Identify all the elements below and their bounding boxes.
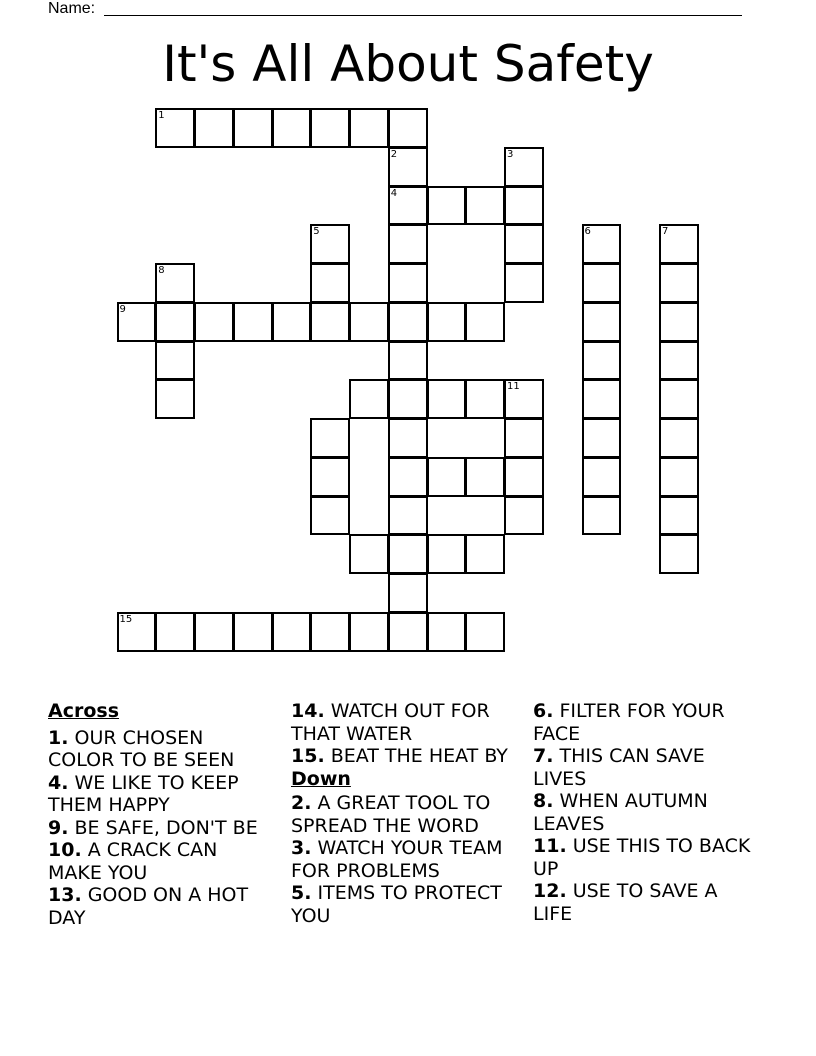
clue-item — [291, 882, 516, 927]
grid-cell[interactable] — [465, 612, 505, 652]
clue-item — [48, 884, 273, 929]
grid-cell[interactable] — [155, 379, 195, 419]
grid-cell[interactable] — [504, 418, 544, 458]
clue-number: 4 — [390, 187, 398, 199]
grid-cell[interactable] — [659, 263, 699, 303]
clue-number: 11 — [507, 381, 520, 393]
clue-item — [533, 790, 758, 835]
grid-cell[interactable] — [194, 302, 234, 342]
clue-item — [533, 835, 758, 880]
clue-text: USE THIS TO BACK UP — [533, 835, 751, 880]
grid-cell[interactable] — [233, 612, 273, 652]
clue-item — [48, 772, 273, 817]
grid-cell[interactable] — [155, 341, 195, 381]
clue-text: A GREAT TOOL TO SPREAD THE WORD — [291, 792, 491, 837]
clue-number: 5 — [313, 226, 320, 238]
grid-cell[interactable] — [659, 302, 699, 342]
grid-cell[interactable] — [349, 534, 389, 574]
clue-text: WATCH OUT FOR THAT WATER — [291, 700, 490, 745]
clue-text: OUR CHOSEN COLOR TO BE SEEN — [48, 726, 235, 771]
clue-text: WATCH YOUR TEAM FOR PROBLEMS — [291, 837, 503, 882]
grid-cell[interactable] — [194, 108, 234, 148]
grid-cell[interactable] — [659, 224, 699, 264]
down-heading: Down — [291, 767, 351, 790]
grid-cell[interactable] — [504, 224, 544, 264]
clue-number: 6 — [584, 226, 591, 238]
clue-column-3 — [533, 700, 758, 925]
clue-item — [533, 880, 758, 925]
clue-text: BEAT THE HEAT BY — [324, 745, 508, 767]
grid-cell[interactable] — [465, 186, 505, 226]
grid-cell[interactable] — [465, 457, 505, 497]
grid-cell[interactable] — [349, 612, 389, 652]
grid-cell[interactable] — [504, 496, 544, 536]
grid-cell[interactable] — [310, 263, 350, 303]
grid-cell[interactable] — [582, 263, 622, 303]
grid-cell[interactable] — [155, 302, 195, 342]
clue-text: ITEMS TO PROTECT YOU — [291, 882, 502, 927]
grid-cell[interactable] — [504, 263, 544, 303]
grid-cell[interactable] — [310, 457, 350, 497]
clue-text: THIS CAN SAVE LIVES — [533, 745, 705, 790]
grid-cell[interactable] — [155, 108, 195, 148]
grid-cell[interactable] — [388, 263, 428, 303]
grid-cell[interactable] — [388, 418, 428, 458]
clue-number: 15 — [119, 613, 133, 625]
grid-cell[interactable] — [465, 302, 505, 342]
grid-cell[interactable] — [117, 612, 157, 652]
grid-cell[interactable] — [659, 457, 699, 497]
clue-column-2 — [291, 700, 516, 927]
clue-item — [291, 837, 516, 882]
grid-cell[interactable] — [427, 379, 467, 419]
grid-cell[interactable] — [349, 108, 389, 148]
grid-cell[interactable] — [310, 224, 350, 264]
grid-cell[interactable] — [427, 302, 467, 342]
clue-number-label: 6. — [533, 700, 554, 722]
clue-text: WHEN AUTUMN LEAVES — [533, 790, 708, 835]
grid-cell[interactable] — [582, 379, 622, 419]
grid-cell[interactable] — [310, 108, 350, 148]
grid-cell[interactable] — [310, 612, 350, 652]
clue-item — [291, 745, 516, 768]
clue-item — [48, 727, 273, 772]
clue-number: 1 — [158, 110, 165, 121]
clue-number-label: 4. — [48, 771, 69, 794]
clue-number-label: 3. — [291, 837, 312, 859]
across-heading: Across — [48, 700, 120, 722]
clue-number-label: 1. — [48, 726, 69, 749]
grid-cell[interactable] — [659, 534, 699, 574]
clue-number-label: 2. — [291, 792, 312, 814]
grid-cell[interactable] — [582, 341, 622, 381]
clue-number: 3 — [507, 148, 514, 160]
grid-cell[interactable] — [582, 224, 622, 264]
grid-cell[interactable] — [388, 108, 428, 148]
grid-cell[interactable] — [582, 457, 622, 497]
grid-cell[interactable] — [155, 612, 195, 652]
grid-cell[interactable] — [349, 302, 389, 342]
grid-cell[interactable] — [272, 302, 312, 342]
grid-cell[interactable] — [272, 612, 312, 652]
grid-cell[interactable] — [427, 186, 467, 226]
grid-cell[interactable] — [465, 379, 505, 419]
grid-cell[interactable] — [388, 147, 428, 187]
grid-cell[interactable] — [388, 224, 428, 264]
clue-text: FILTER FOR YOUR FACE — [533, 700, 725, 745]
page-title: It's All About Safety — [162, 35, 654, 93]
clue-number: 7 — [662, 226, 669, 238]
grid-cell[interactable] — [388, 379, 428, 419]
grid-cell[interactable] — [427, 457, 467, 497]
grid-cell[interactable] — [388, 341, 428, 381]
grid-cell[interactable] — [504, 147, 544, 187]
grid-cell[interactable] — [388, 612, 428, 652]
clue-number: 9 — [119, 303, 126, 315]
clue-number-label: 12. — [533, 880, 567, 902]
grid-cell[interactable] — [310, 496, 350, 536]
grid-cell[interactable] — [659, 418, 699, 458]
grid-cell[interactable] — [310, 302, 350, 342]
clue-number-label: 5. — [291, 882, 312, 904]
grid-cell[interactable] — [504, 457, 544, 497]
grid-cell[interactable] — [388, 496, 428, 536]
clue-number-label: 7. — [533, 745, 554, 767]
clue-number-label: 13. — [48, 884, 82, 906]
grid-cell[interactable] — [504, 186, 544, 226]
clue-item — [48, 817, 273, 840]
grid-cell[interactable] — [155, 263, 195, 303]
clue-number: 8 — [158, 265, 165, 276]
clue-number-label: 14. — [291, 700, 325, 722]
clue-column-1 — [48, 700, 273, 929]
grid-cell[interactable] — [582, 418, 622, 458]
clue-text: USE TO SAVE A LIFE — [533, 880, 718, 925]
grid-cell[interactable] — [310, 418, 350, 458]
grid-cell[interactable] — [504, 379, 544, 419]
grid-cell[interactable] — [117, 302, 157, 342]
name-label: Name: — [48, 0, 96, 17]
grid-cell[interactable] — [388, 302, 428, 342]
grid-cell[interactable] — [427, 534, 467, 574]
grid-cell[interactable] — [349, 379, 389, 419]
grid-cell[interactable] — [659, 496, 699, 536]
clue-item — [291, 700, 516, 745]
grid-cell[interactable] — [194, 612, 234, 652]
clue-number-label: 11. — [533, 835, 567, 857]
grid-cell[interactable] — [659, 341, 699, 381]
clue-item — [533, 700, 758, 745]
clue-number-label: 9. — [48, 816, 69, 839]
grid-cell[interactable] — [233, 302, 273, 342]
clue-number-label: 15. — [291, 745, 325, 767]
grid-cell[interactable] — [233, 108, 273, 148]
clue-number-label: 10. — [48, 839, 82, 861]
clue-item — [291, 792, 516, 837]
clue-text: A CRACK CAN MAKE YOU — [48, 839, 218, 884]
grid-cell[interactable] — [465, 534, 505, 574]
grid-cell[interactable] — [659, 379, 699, 419]
clue-text: BE SAFE, DON'T BE — [68, 816, 258, 839]
clue-item — [48, 839, 273, 884]
grid-cell[interactable] — [388, 573, 428, 613]
grid-cell[interactable] — [427, 612, 467, 652]
grid-cell[interactable] — [582, 496, 622, 536]
grid-cell[interactable] — [388, 457, 428, 497]
clue-text: GOOD ON A HOT DAY — [48, 884, 249, 929]
grid-cell[interactable] — [582, 302, 622, 342]
clue-number: 2 — [390, 148, 398, 160]
clue-item — [533, 745, 758, 790]
clue-text: WE LIKE TO KEEP THEM HAPPY — [48, 771, 239, 816]
clue-number-label: 8. — [533, 790, 554, 812]
grid-cell[interactable] — [388, 534, 428, 574]
grid-cell[interactable] — [272, 108, 312, 148]
grid-cell[interactable] — [388, 186, 428, 226]
